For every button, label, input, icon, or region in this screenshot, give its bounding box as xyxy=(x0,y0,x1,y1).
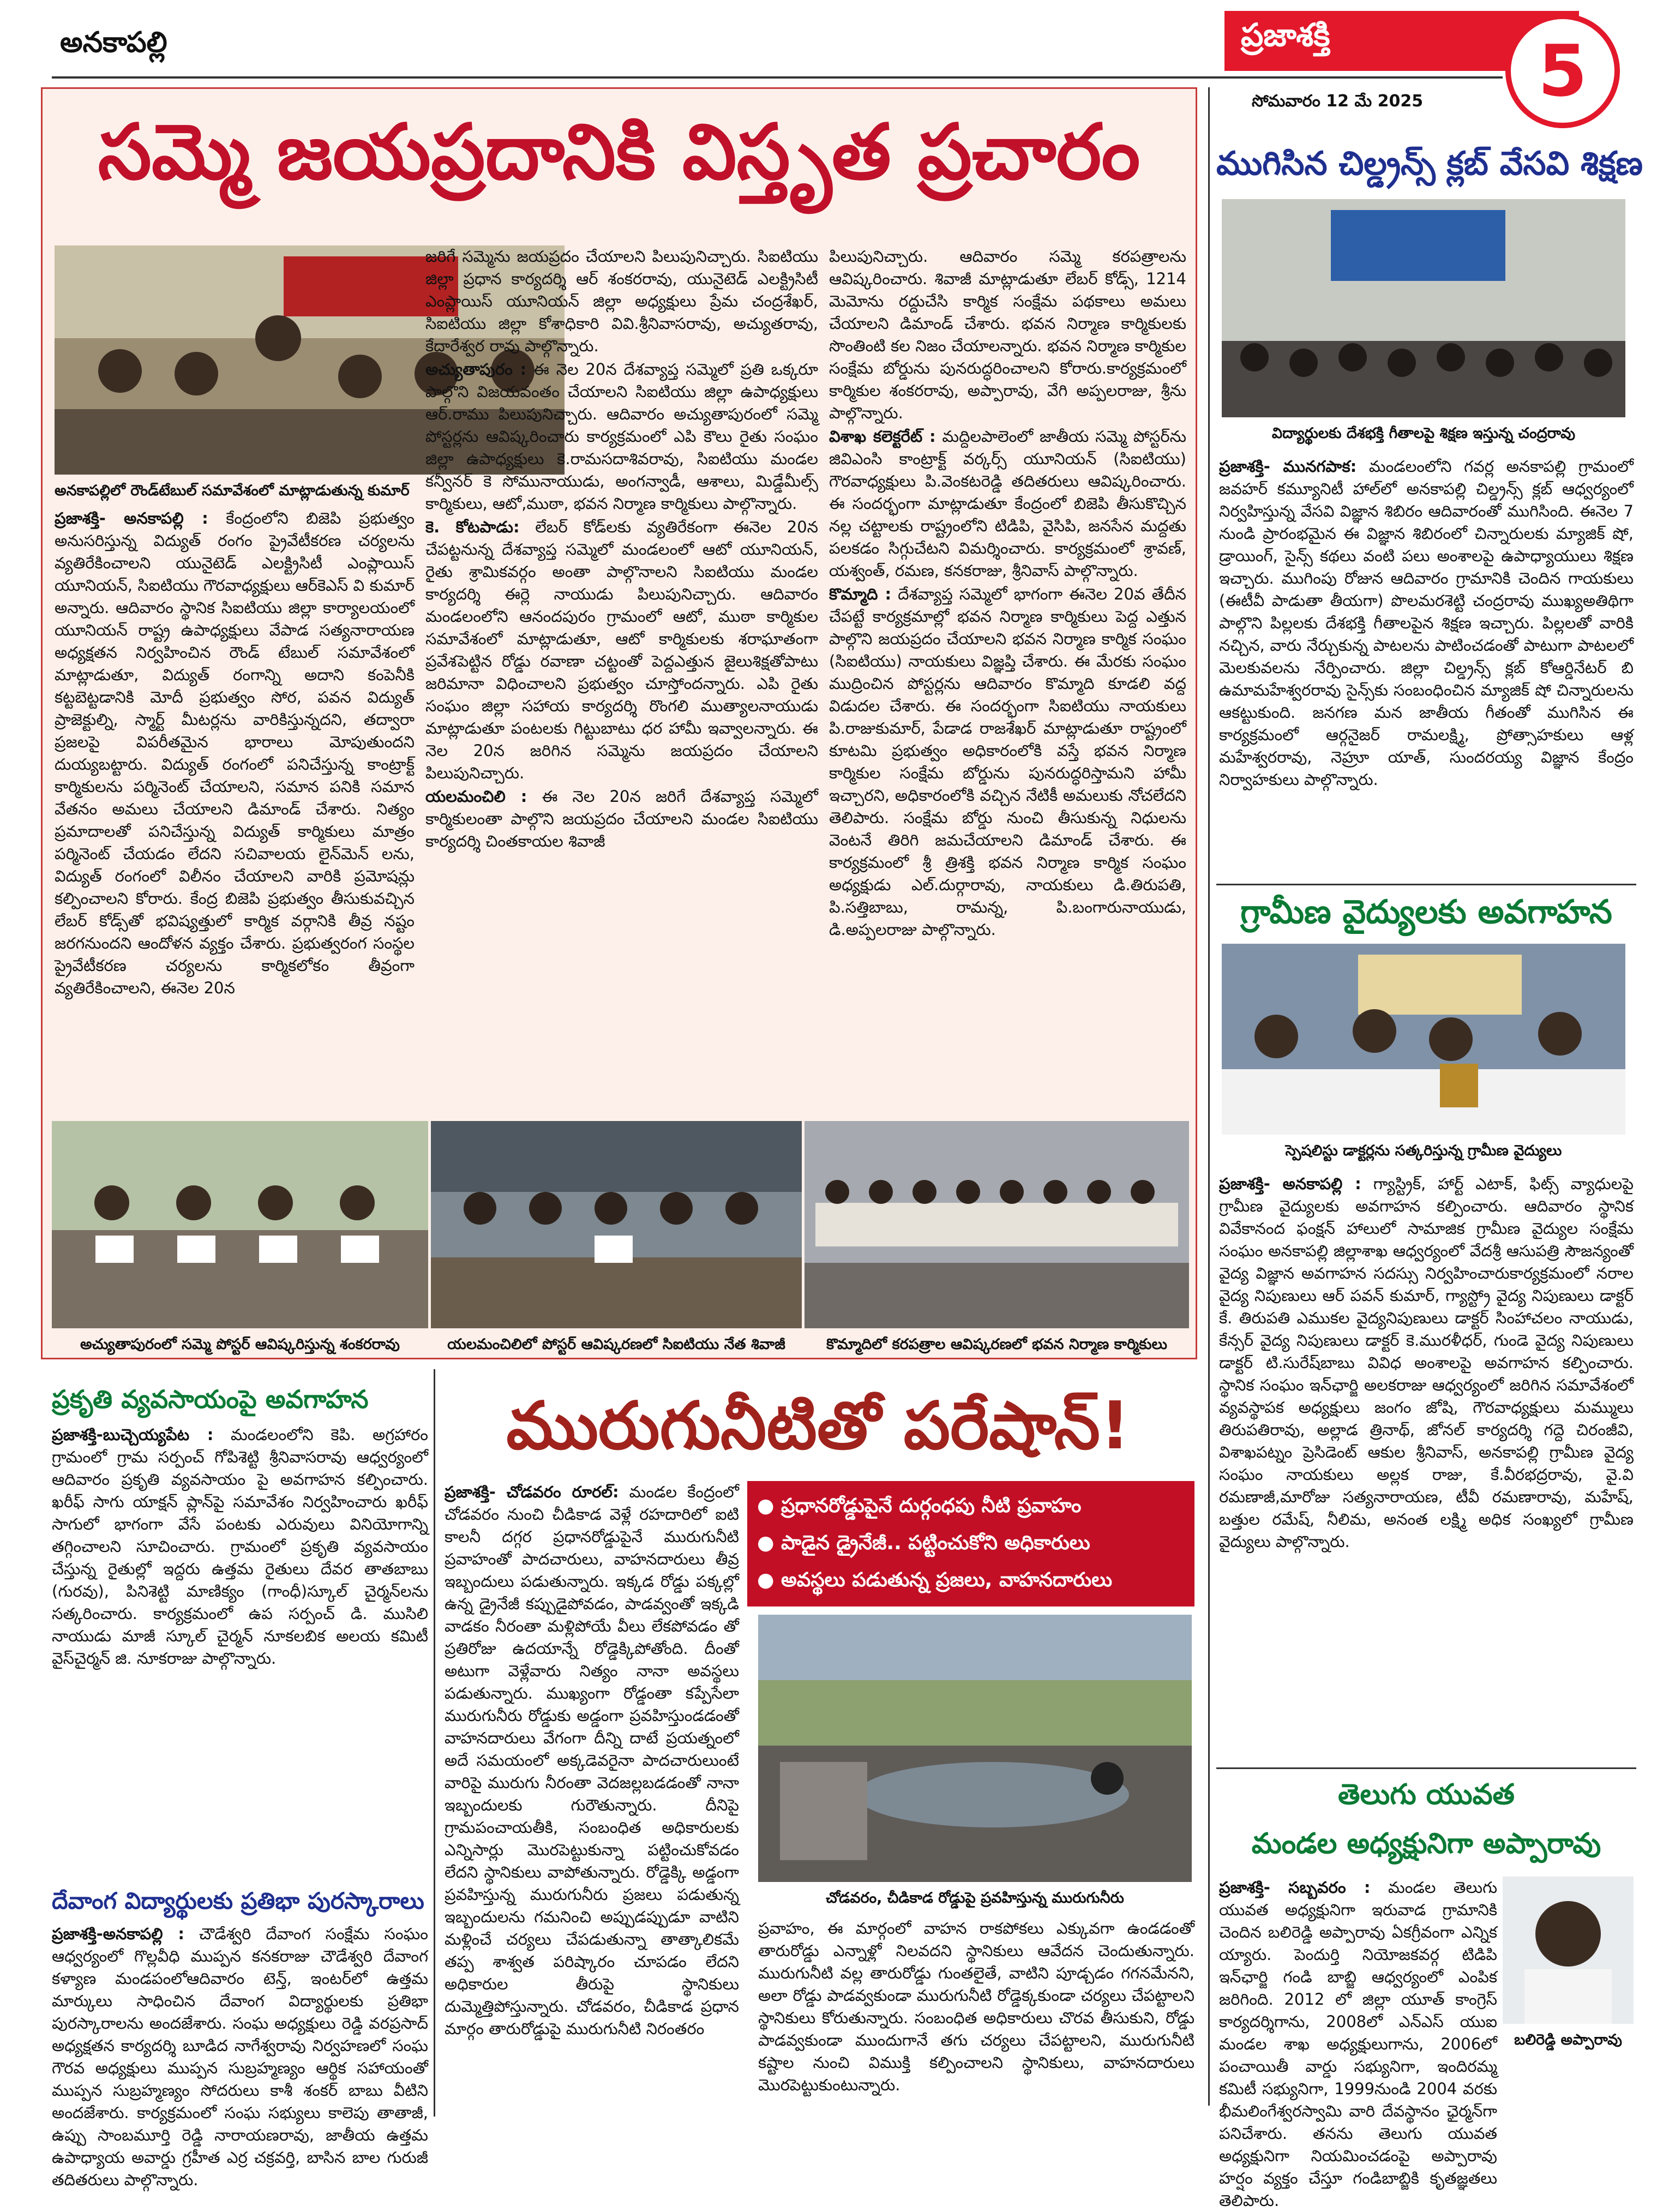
page-number-badge xyxy=(1505,14,1620,128)
rural-doctors-dateline: ప్రజాశక్తి- అనకాపల్లి : xyxy=(1219,1174,1361,1193)
drainage-column-1 xyxy=(445,1481,739,2117)
lead-col2-p2-label: అచ్యుతాపురం : xyxy=(425,360,527,379)
drainage-photo-caption: చోడవరం, చీడికాడ రోడ్డుపై ప్రవహిస్తున్న మురుగునీరు xyxy=(826,1890,1124,1907)
lead-column-1 xyxy=(55,507,415,1113)
lead-col2-p3-label: కె. కోటపాడు: xyxy=(425,518,520,536)
lead-caption-yelamanchili: యలమంచిలిలో పోస్టర్ ఆవిష్కరణలో సిఐటియు నేత శివాజీ xyxy=(447,1336,785,1353)
bottom-divider xyxy=(434,1369,435,2117)
felicitation-scene xyxy=(1222,944,1625,1135)
lead-col2-p2: ఈ నెల 20న దేశవ్యాప్త సమ్మెలో ప్రతి ఒక్కరూ పాల్గొని విజయవంతం చేయాలని సిఐటియు జిల్లా ఉపాధ్యక్షులు ఆర్.రాము పిలుపునిచ్చారు. ఆదివారం అచ్యుతాపురంలో సమ్మె పోస్టర్లను ఆవిష్కరించారు కార్యక్రమంలో ఎపి కౌలు రైతు సంఘం జిల్లా ఉపాధ్యక్షులు కె.రామసదాశివరావు, సిఐటియు మండల కన్వీనర్ కె సోమునాయుడు, అంగన్వాడీ, ఆశాలు, మిడ్డేమీల్స్ కార్మికులు, ఆటో,ముఠా, భవన నిర్మాణ కార్మికులు పాల్గొన్నారు. xyxy=(425,360,819,513)
lead-photo-kommadi xyxy=(805,1121,1189,1328)
right-column-divider xyxy=(1208,87,1210,2106)
masthead-paper-name: ప్రజాశక్తి xyxy=(1241,16,1330,53)
natural-farming-dateline: ప్రజాశక్తి-బుచ్చెయ్యపేట : xyxy=(52,1425,214,1444)
page-number: 5 xyxy=(1538,29,1588,112)
drainage-dateline: ప్రజాశక్తి- చోడవరం రూరల్: xyxy=(445,1483,619,1501)
drainage-col2-text: ప్రవాహం, ఈ మార్గంలో వాహన రాకపోకలు ఎక్కువగా ఉండడంతో తారురోడ్డు ఎన్నాళ్లో నిలవదని స్థానికులు ఆవేదన చెందుతున్నారు. మురుగునీటి వల్ల తారురోడ్డు గుంతలైతే, వాటిని పూడ్చడం గగనమేనని, అలా రోడ్డు పాడవ్వకుండా మురుగునీటి రోడ్డెక్కకుండా చర్యలు చేపట్టాలని స్థానికులు కోరుతున్నారు. సంబంధిత అధికారులు చొరవ తీసుకుని, రోడ్డు పాడవ్వకుండా ముందుగానే తగు చర్యలు చేపట్టాలని, మురుగునీటి కష్టాల నుంచి విముక్తి కల్పించాలని స్థానికులు, వాహనదారులు మొరపెట్టుకుంటున్నారు. xyxy=(758,1919,1194,2094)
lead-col3-p3: దేశవ్యాప్త సమ్మెలో భాగంగా ఈనెల 20వ తేదీన చేపట్టే కార్యక్రమాల్లో భవన నిర్మాణ కార్మికులు పెద్ద ఎత్తున పాల్గొని జయప్రదం చేయాలని భవన నిర్మాణ కార్మిక సంఘం (సిఐటియు) నాయకులు విజ్ఞప్తి చేశారు. ఈ మేరకు సంఘం ముద్రించిన పోస్టర్లను ఆదివారం కొమ్మాది కూడలి వద్ద విడుదల చేశారు. ఈ సందర్భంగా సిఐటియు నాయకులు పి.రాజుకుమార్, పేడాడ రాజశేఖర్ మాట్లాడుతూ రాష్ట్రంలో కూటమి ప్రభుత్వం అధికారంలోకి వస్తే భవన నిర్మాణ కార్మికుల సంక్షేమ బోర్డును పునరుద్ధరిస్తామని హామీ ఇచ్చారని, అధికారంలోకి వచ్చిన నేటికీ అమలుకు నోచలేదని తెలిపారు. సంక్షేమ బోర్డు నుంచి తీసుకున్న నిధులను వెంటనే తిరిగి జమచేయాలని డిమాండ్ చేశారు. ఈ కార్యక్రమంలో శ్రీ త్రిశక్తి భవన నిర్మాణ కార్మిక సంఘం అధ్యక్షుడు ఎల్.దుర్గారావు, నాయకులు డి.తిరుపతి, పి.సత్తిబాబు, రామన్న, పి.బంగారునాయుడు, డి.అప్పలరాజు పాల్గొన్నారు. xyxy=(829,585,1186,939)
lead-col3-p3-label: కొమ్మాది : xyxy=(829,585,892,603)
lead-column-2 xyxy=(425,245,818,1113)
devanga-dateline: ప్రజాశక్తి-అనకాపల్లి : xyxy=(52,1925,184,1943)
drainage-column-2 xyxy=(758,1917,1194,2117)
rural-doctors-caption: స్పెషలిస్టు డాక్టర్లను సత్కరిస్తున్న గ్రామీణ వైద్యులు xyxy=(1285,1142,1562,1159)
lead-col2-intro: జరిగే సమ్మెను జయప్రదం చేయాలని పిలుపునిచ్చారు. సిఐటియు జిల్లా ప్రధాన కార్యదర్శి ఆర్ శంకరరావు, యునైటెడ్ ఎలక్ట్రిసిటీ ఎంప్లాయిస్ యూనియన్ జిల్లా అధ్యక్షులు ప్రేమ చంద్రశేఖర్, సిఐటియు జిల్లా కోశాధికారి వివి.శ్రీనివాసరావు, అచ్యుతరావు, కేదారేశ్వర రావు పాల్గొన్నారు. xyxy=(425,247,818,355)
children-club-photo xyxy=(1222,199,1625,417)
lead-photo-achyutapuram xyxy=(52,1121,428,1328)
devanga-headline: దేవాంగ విద్యార్థులకు ప్రతిభా పురస్కారాలు xyxy=(52,1887,424,1914)
rural-doctors-text: గ్యాస్ట్రిక్, హార్ట్ ఎటాక్, ఫిట్స్ వ్యాధులపై గ్రామీణ వైద్యులకు అవగాహన కల్పించారు. ఆదివారం స్థానిక వివేకానంద ఫంక్షన్ హాలులో సామాజిక గ్రామీణ వైద్యుల సంక్షేమ సంఘం అనకాపల్లి జిల్లాశాఖ ఆధ్వర్యంలో వేదశ్రీ ఆసుపత్రి సౌజన్యంతో వైద్య విజ్ఞాన అవగాహన సదస్సు నిర్వహించారుకార్యక్రమంలో నరాల వైద్య నిపుణులు ఆర్ పవన్ కుమార్, గ్యాస్ట్రో వైద్య నిపుణులు డాక్టర్ కే. తిరుపతి ఎముకల వైద్యనిపుణులు డాక్టర్ సింహాచలం నాయుడు, కేన్సర్ వైద్య నిపుణులు డాక్టర్ కె.మురళీధర్, గుండె వైద్య నిపుణులు డాక్టర్ టి.సురేష్‌బాబు వివిధ అంశాలపై అవగాహన కల్పించారు. స్థానిక సంఘం ఇన్‌ఛార్జి అలకరాజు ఆధ్వర్యంలో జరిగిన సమావేశంలో వ్యవస్థాపక అధ్యక్షులు జంగం జోషి, గౌరవాధ్యక్షులు మమ్ములు తిరుపతిరావు, అల్లాడ త్రినాథ్, జోనల్ కార్యదర్శి గద్దె చిరంజీవి, విశాఖపట్నం ప్రెసిడెంట్ ఆకుల శ్రీనివాస్, అనకాపల్లి గ్రామీణ వైద్య సంఘం నాయకులు అల్లక రాజు, కే.వీరభద్రరావు, వై.వి రమణాజీ,మారోజు సత్యనారాయణ, టీవీ రమణారావు, మహేష్, బత్తుల రమేష్, నీలిమ, అనంత లక్ష్మి అధిక సంఖ్యలో గ్రామీణ వైద్యులు పాల్గొన్నారు. xyxy=(1219,1174,1634,1551)
lead-col2-p4-label: యలమంచిలి : xyxy=(425,787,527,806)
children-club-body xyxy=(1219,455,1634,876)
drainage-bullets-box xyxy=(747,1481,1194,1606)
devanga-body xyxy=(52,1923,428,2189)
rural-doctors-body xyxy=(1219,1173,1634,1746)
masthead-district: అనకాపల్లి xyxy=(60,26,167,59)
lead-column-3 xyxy=(829,245,1186,1113)
drainage-headline: మురుగునీటితో పరేషాన్! xyxy=(506,1388,1130,1464)
devanga-text: చౌడేశ్వరి దేవాంగ సంక్షేమ సంఘం ఆధ్వర్యంలో గొల్లవీధి ముప్పన కనకరాజు చౌడేశ్వరి దేవాంగ కళ్యాణ మండపంలోఆదివారం టెన్త్, ఇంటర్‌లో ఉత్తమ మార్కులు సాధించిన దేవాంగ విద్యార్థులకు ప్రతిభా పురస్కారాలను అందజేశారు. సంఘ అధ్యక్షులు రెడ్డి వరప్రసాద్ అధ్యక్షతన కార్యదర్శి బూడిద నాగేశ్వరావు నిర్వహణలో సంఘ గౌరవ అధ్యక్షులు ముప్పన సుబ్రహ్మణ్యం ఆర్థిక సహాయంతో ముప్పన సుబ్రహ్మణ్యం సోదరులు కాశీ శంకర్ బాబు వీటిని అందజేశారు. కార్యక్రమంలో సంఘ సభ్యులు కాలెపు తాతాజీ, ఉప్పు సాంబమూర్తి రెడ్డి నారాయణరావు, జాతీయ ఉత్తమ ఉపాధ్యాయ అవార్డు గ్రహీత ఎర్ర చక్రవర్తి, బాసిన బాల గురుజీ తదితరులు పాల్గొన్నారు. xyxy=(52,1925,428,2189)
children-club-caption: విద్యార్థులకు దేశభక్తి గీతాలపై శిక్షణ ఇస్తున్న చంద్రరావు xyxy=(1271,425,1576,442)
lead-headline: సమ్మె జయప్రదానికి విస్తృత ప్రచారం xyxy=(98,108,1140,197)
kommadi-scene xyxy=(805,1121,1189,1328)
rural-doctors-headline: గ్రామీణ వైద్యులకు అవగాహన xyxy=(1240,893,1612,931)
rural-doctors-photo xyxy=(1222,944,1625,1135)
youth-dateline: ప్రజాశక్తి- సబ్బవరం : xyxy=(1219,1878,1371,1897)
poster-launch-scene xyxy=(52,1121,428,1328)
youth-headline-1: తెలుగు యువత xyxy=(1337,1778,1515,1811)
flooded-road-scene xyxy=(758,1615,1192,1882)
youth-body-top xyxy=(1219,1877,1498,2210)
lead-col1-text: కేంద్రంలోని బిజెపి ప్రభుత్వం అనుసరిస్తున్న విద్యుత్ రంగం ప్రైవేటీకరణ చర్యలను వ్యతిరేకించాలని యునైటెడ్ ఎలక్ట్రిసిటీ ఎంప్లాయిస్ యూనియన్, సిఐటియు గౌరవాధ్యక్షులు ఆర్‌కెఎస్ వి కుమార్ అన్నారు. ఆదివారం స్థానిక సిఐటియు జిల్లా కార్యాలయంలో యూనియన్ రాష్ట్ర ఉపాధ్యక్షులు వేపాడ సత్యనారాయణ అధ్యక్షతన నిర్వహించిన రౌండ్ టేబుల్ సమావేశంలో మాట్లాడుతూ, విద్యుత్ రంగాన్ని అదాని కంపెనీకి కట్టబెట్టడానికి మోదీ ప్రభుత్వం సోర, పవన విద్యుత్ ప్రాజెక్టుల్ని, స్మార్ట్ మీటర్లను వారికిస్తున్నదని, తద్వారా ప్రజలపై విపరీతమైన భారాలు మోపుతుందని దుయ్యబట్టారు. విద్యుత్ రంగంలో పనిచేస్తున్న కాంట్రాక్ట్ కార్మికులను పర్మినెంట్ చేయాలని, సమాన పనికి సమాన వేతనం అమలు చేయాలని డిమాండ్ చేశారు. నిత్యం ప్రమాదాలతో పనిచేస్తున్న విద్యుత్ కార్మికులు మాత్రం పర్మినెంట్ చేయడం లేదని సచివాలయ లైన్‌మెన్ లను, విద్యుత్ రంగంలో విలీనం చేయాలని వారికి ప్రమోషన్లు కల్పించాలని కోరారు. కేంద్ర బిజెపి ప్రభుత్వం తీసుకువచ్చిన లేబర్ కోడ్స్‌తో భవిష్యత్తులో కార్మిక వర్గానికి తీవ్ర నష్టం జరగనుందని ఆందోళన వ్యక్తం చేశారు. ప్రభుత్వరంగ సంస్థల ప్రైవేటీకరణ చర్యలను కార్మికలోకం తీవ్రంగా వ్యతిరేకించాలని, ఈనెల 20న xyxy=(55,509,415,997)
drainage-col1-text: మండల కేంద్రంలో చోడవరం నుంచి చీడికాడ వెళ్లే రహదారిలో ఐటి కాలనీ దగ్గర ప్రధానరోడ్డుపైనే మురుగునీటి ప్రవాహంతో పాదచారులు, వాహనదారులు తీవ్ర ఇబ్బందులు పడుతున్నారు. ఇక్కడ రోడ్డు పక్కల్లో ఉన్న డ్రైనేజీ కప్పుడైపోవడం, పాడవ్వంతో ఇక్కడి వాడకం నీరంతా మళ్లిపోయే వీలు లేకపోవడం తో ప్రతిరోజు ఉదయాన్నే రోడ్డెక్కిపోతోంది. దీంతో అటుగా వెళ్లేవారు నిత్యం నానా అవస్థలు పడుతున్నారు. ముఖ్యంగా రోడ్డంతా కప్పేసేలా మురుగునీరు రోడ్డుకు అడ్డంగా ప్రవహిస్తుండడంతో వాహనదారులు వేగంగా దీన్ని దాటే ప్రయత్నంలో అదే సమయంలో అక్కడెవరైనా పాదచారులుంటే వారిపై మురుగు నీరంతా వెదజల్లబడడంతో నానా ఇబ్బందులకు గురౌతున్నారు. దీనిపై గ్రామపంచాయతీకి, సంబంధిత అధికారులకు ఎన్నిసార్లు మొరపెట్టుకున్నా పట్టించుకోవడం లేదని స్థానికులు వాపోతున్నారు. రోడ్డెక్కి అడ్డంగా ప్రవహిస్తున్న మురుగునీరు ప్రజలు పడుతున్న ఇబ్బందులను గమనించి అప్పుడప్పుడూ వాటిని మళ్లించే చర్యలు చేపడుతున్నా తాత్కాలికమే తప్ప శాశ్వత పరిష్కారం చూపడం లేదని అధికారుల తీరుపై స్థానికులు దుమ్మెత్తిపోస్తున్నారు. చోడవరం, చీడికాడ ప్రధాన మార్గం తారురోడ్డుపై మురుగునీటి నిరంతరం xyxy=(445,1483,740,2038)
youth-caption: బలిరెడ్డి అప్పారావు xyxy=(1514,2031,1622,2048)
lead-col2-p3: లేబర్ కోడ్‌లకు వ్యతిరేకంగా ఈనెల 20న చేపట్టనున్న దేశవ్యాప్త సమ్మెలో మండలంలో ఆటో యూనియన్, రైతు శ్రామికవర్గం అంతా పాల్గొనాలని సిఐటియు మండల కార్యదర్శి ఈర్లె నాయుడు పిలుపునిచ్చారు. ఆదివారం మండలంలోని ఆనందపురం గ్రామంలో ఆటో, ముఠా కార్మికుల సమావేశంలో మాట్లాడుతూ, ఆటో కార్మికులకు శరాఘాతంగా ప్రవేశపెట్టిన రోడ్డు రవాణా చట్టంతో పెద్దఎత్తున జైలుశిక్షతోపాటు జరిమానా విధించాలని ప్రభుత్వం చూస్తోందన్నారు. ఎపి రైతు సంఘం జిల్లా సహాయ కార్యదర్శి రొంగలి ముత్యాలనాయుడు మాట్లాడుతూ పంటలకు గిట్టుబాటు ధర హామీ ఇవ్వాలన్నారు. ఈ నెల 20న జరిగిన సమ్మెను జయప్రదం చేయాలని పిలుపునిచ్చారు. xyxy=(425,518,819,782)
drainage-bullet-1: ● ప్రధానరోడ్డుపైనే దుర్గంధపు నీటి ప్రవాహం xyxy=(757,1495,1082,1517)
lead-photo-yelamanchili xyxy=(431,1121,802,1328)
right-rule-1 xyxy=(1216,884,1636,885)
natural-farming-headline: ప్రకృతి వ్యవసాయంపై అవగాహన xyxy=(52,1384,369,1414)
lead-photo-caption: అనకాపల్లిలో రౌండ్‌టేబుల్ సమావేశంలో మాట్లాడుతున్న కుమార్ xyxy=(55,482,410,499)
drainage-bullet-2: ● పాడైన డ్రైనేజీ.. పట్టించుకోని అధికారులు xyxy=(757,1532,1090,1554)
portrait-scene xyxy=(1503,1877,1634,2024)
children-club-dateline: ప్రజాశక్తి- మునగపాక: xyxy=(1219,457,1357,476)
lead-col3-intro: పిలుపునిచ్చారు. ఆదివారం సమ్మె కరపత్రాలను ఆవిష్కరించారు. శివాజీ మాట్లాడుతూ లేబర్ కోడ్స్, 1214 మెమోను రద్దుచేసి కార్మిక సంక్షేమ పథకాలు అమలు చేయాలని డిమాండ్ చేశారు. భవన నిర్మాణ కార్మికులకు సొంతింటి కల నిజం చేయాలన్నారు. భవన నిర్మాణ కార్మికుల సంక్షేమ బోర్డును పునరుద్ధరించాలని కోరారు.కార్యక్రమంలో కార్మికుల శంకరరావు, అప్పారావు, వేగి అప్పలరాజు, శ్రీను పాల్గొన్నారు. xyxy=(829,247,1186,422)
lead-col3-p2: మద్దిలపాలెంలో జాతీయ సమ్మె పోస్టర్‌ను జివిఎంసి కాంట్రాక్ట్ వర్కర్స్ యూనియన్ (సిఐటియు) గౌరవాధ్యక్షులు పి.వెంకటరెడ్డి తదితరులు ఆవిష్కరించారు. ఈ సందర్భంగా మాట్లాడుతూ కేంద్రంలో బిజెపి తీసుకొచ్చిన నల్ల చట్టాలకు రాష్ట్రంలోని టిడిపి, వైసిపి, జనసేన మద్దతు పలకడం సిగ్గుచేటని విమర్శించారు. కార్యక్రమంలో శ్రావణ్, యశ్వంత్, రమణ, కనకరాజు, శ్రీనివాస్ పాల్గొన్నారు. xyxy=(829,427,1186,580)
lead-dateline: ప్రజాశక్తి- అనకాపల్లి : xyxy=(55,509,208,527)
youth-portrait xyxy=(1503,1877,1634,2024)
natural-farming-text: మండలంలోని కెపి. అగ్రహారం గ్రామంలో గ్రామ సర్పంచ్ గోపిశెట్టి శ్రీనివాసరావు ఆధ్వర్యంలో ఆదివారం ప్రకృతి వ్యవసాయం పై అవగాహన కల్పించారు. ఖరీఫ్ సాగు యాక్షన్ ప్లాన్‌పై సమావేశం నిర్వహించారు ఖరీఫ్ సాగులో భాగంగా వేసే పంటకు ఎరువులు వినియోగాన్ని తగ్గించాలని సూచించారు. గ్రామంలో ప్రకృతి వ్యవసాయం చేస్తున్న రైతుల్లో ఇద్దరు ఉత్తమ రైతులు దేవర తాతబాబు (గురవు), పినిశెట్టి మాణిక్యం (గాంధీ)స్కూల్ చైర్మన్‌లను సత్కరించారు. కార్యక్రమంలో ఉప సర్పంచ్ డి. ముసిలి నాయుడు మాజీ స్కూల్ చైర్మన్ నూకలబిక అలయ కమిటీ వైస్‌చైర్మన్ జి. నూకరాజు పాల్గొన్నారు. xyxy=(52,1425,428,1668)
drainage-bullet-3: ● అవస్థలు పడుతున్న ప్రజలు, వాహనదారులు xyxy=(757,1569,1113,1591)
classroom-scene xyxy=(1222,199,1625,417)
youth-headline-2: మండల అధ్యక్షునిగా అప్పారావు xyxy=(1251,1827,1601,1860)
masthead-date: సోమవారం 12 మే 2025 xyxy=(1252,92,1424,111)
children-club-headline: ముగిసిన చిల్డ్రన్స్ క్లబ్ వేసవి శిక్షణ xyxy=(1216,145,1643,183)
natural-farming-body xyxy=(52,1424,428,1877)
lead-caption-kommadi: కొమ్మాదిలో కరపత్రాల ఆవిష్కరణలో భవన నిర్మాణ కార్మికులు xyxy=(826,1336,1167,1353)
lead-col2-p4: ఈ నెల 20న జరిగే దేశవ్యాప్త సమ్మెలో కార్మికులంతా పాల్గొని జయప్రదం చేయాలని మండల సిఐటియు కార్యదర్శి చింతకాయల శివాజీ xyxy=(425,787,818,850)
youth-text: మండల తెలుగు యువత అధ్యక్షునిగా ఇరువాడ గ్రామానికి చెందిన బలిరెడ్డి అప్పారావు ఏకగ్రీవంగా ఎన్నిక య్యారు. పెందుర్తి నియోజకవర్గ టిడిపి ఇన్‌ఛార్జి గండి బాబ్జి ఆధ్వర్యంలో ఎంపిక జరిగింది. 2012 లో జిల్లా యూత్ కాంగ్రెస్ కార్యదర్శిగాను, 2008లో ఎన్ఎస్ యుఐ మండల శాఖ అధ్యక్షులుగాను, 2006లో పంచాయితీ వార్డు సభ్యునిగా, ఇందిరమ్మ కమిటీ సభ్యునిగా, 1999నుండి 2004 వరకు భీమలింగేశ్వరస్వామి వారి దేవస్థానం ఛైర్మన్‌గా పనిచేశారు. తనను తెలుగు యువత అధ్యక్షునిగా నియమించడంపై అప్పారావు హర్షం వ్యక్తం చేస్తూ గండిబాబ్జికి కృతజ్ఞతలు తెలిపారు. xyxy=(1219,1878,1498,2210)
masthead-rule xyxy=(52,76,1503,79)
children-club-text: మండలంలోని గవర్ల అనకాపల్లి గ్రామంలో జవహర్ కమ్యూనిటీ హాల్‌లో అనకాపల్లి చిల్డ్రన్స్ క్లబ్ ఆధ్వర్యంలో నిర్వహిస్తున్న వేసవి విజ్ఞాన శిబిరం ఆదివారంతో ముగిసింది. ఈనెల 7 నుండి ప్రారంభమైన ఈ విజ్ఞాన శిబిరంలో చిన్నారులకు మ్యాజిక్ షో, డ్రాయింగ్, సైన్స్ కథలు వంటి పలు అంశాలపై ఉపాధ్యాయులు శిక్షణ ఇచ్చారు. ముగింపు రోజున ఆదివారం గ్రామానికి చెందిన గాయకులు (ఈటీవీ పాడుతా తీయగా) పొలమరశెట్టి చంద్రరావు ముఖ్యఅతిథిగా పాల్గొని పిల్లలకు దేశభక్తి గీతాలపైన శిక్షణ ఇచ్చారు. పిల్లలతో వారికి నచ్చిన, వారు నేర్చుకున్న పాటలను పాటించడంతో పాటుగా పాటలలో మెలకువలను నేర్పించారు. జిల్లా చిల్డ్రన్స్ క్లబ్ కోఆర్డినేటర్ బి ఉమామహేశ్వరరావు సైన్స్‌కు సంబంధించిన మ్యాజిక్ షో చిన్నారులను ఆకట్టుకుంది. జనగణ మన జాతీయ గీతంతో ముగిసిన ఈ కార్యక్రమంలో ఆర్గనైజర్ రామలక్ష్మి, ప్రోత్సాహకులు ఆళ్ల మహేశ్వరరావు, నెహ్రూ యాత్, సుందరయ్య విజ్ఞాన కేంద్రం నిర్వాహకులు పాల్గొన్నారు. xyxy=(1219,457,1634,789)
lead-caption-achyutapuram: అచ్యుతాపురంలో సమ్మె పోస్టర్ ఆవిష్కరిస్తున్న శంకరరావు xyxy=(80,1336,400,1353)
yelamanchili-scene xyxy=(431,1121,802,1328)
right-rule-2 xyxy=(1216,1767,1636,1769)
lead-col3-p2-label: విశాఖ కలెక్టరేట్ : xyxy=(829,427,936,446)
drainage-photo xyxy=(758,1615,1192,1882)
